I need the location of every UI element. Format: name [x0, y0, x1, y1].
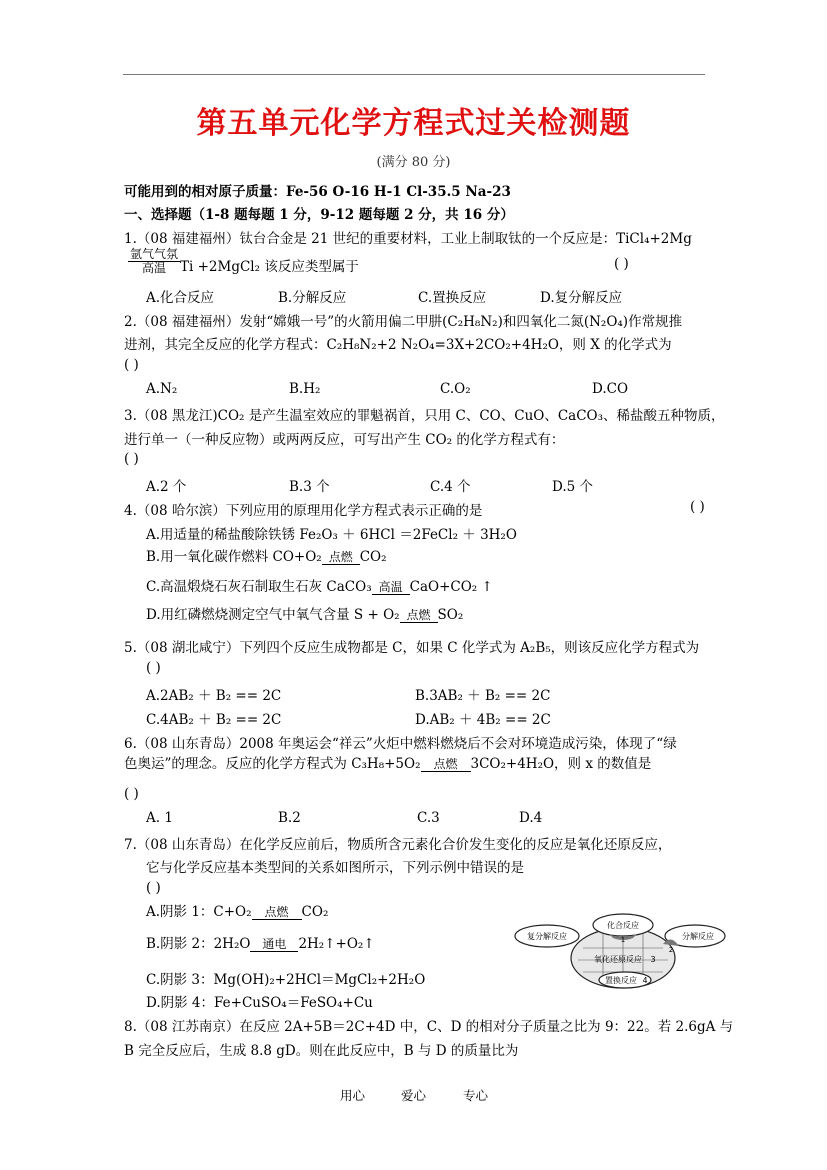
q4-option-d: D.用红磷燃烧测定空气中氧气含量 S + O₂ 点燃 SO₂	[146, 607, 464, 623]
q3-answer-paren: ( )	[124, 451, 139, 467]
q1-option-d: D.复分解反应	[540, 290, 623, 306]
q4-line1: 4.（08 哈尔滨）下列应用的原理用化学方程式表示正确的是	[124, 503, 483, 519]
q7-option-a: A.阴影 1：C+O₂ 点燃 CO₂	[146, 904, 329, 920]
diagram-number-1: 1	[620, 936, 626, 944]
q3-line2: 进行单一（一种反应物）或两两反应，可写出产生 CO₂ 的化学方程式有：	[124, 432, 565, 448]
footer-text-2: 爱心	[401, 1088, 427, 1103]
q3-option-a: A.2 个	[146, 479, 187, 495]
q8-line2: B 完全反应后，生成 8.8 gD。则在此反应中，B 与 D 的质量比为	[124, 1043, 519, 1059]
q8-line1: 8.（08 江苏南京）在反应 2A+5B＝2C+4D 中，C、D 的相对分子质量之比为 9：22。若 2.6gA 与	[124, 1019, 734, 1035]
q5-option-c: C.4AB₂ ＋ B₂ == 2C	[146, 712, 282, 728]
q4-option-c: C.高温煅烧石灰石制取生石灰 CaCO₃ 高温 CaO+CO₂ ↑	[146, 579, 493, 595]
q4-option-b: B.用一氧化碳作燃料 CO+O₂ 点燃 CO₂	[146, 549, 387, 565]
footer-text-3: 专心	[463, 1088, 489, 1103]
q2-answer-paren: ( )	[124, 357, 139, 373]
q2-option-d: D.CO	[592, 381, 629, 397]
q3-option-c: C.4 个	[430, 479, 471, 495]
q1-line1: 1.（08 福建福州）钛台合金是 21 世纪的重要材料，工业上制取钛的一个反应是：TiCl₄+2Mg	[124, 231, 692, 247]
q6-option-a: A. 1	[146, 810, 173, 826]
q3-line1: 3.（08 黑龙江)CO₂ 是产生温室效应的罪魁祸首，只用 C、CO、CuO、CaCO₃、稀盐酸五种物质，	[124, 408, 725, 424]
q1-line2: 氩气气氛 高温 Ti +2MgCl₂ 该反应类型属于	[129, 247, 359, 275]
subtitle: (满分 80 分)	[376, 155, 451, 170]
page-title: 第五单元化学方程式过关检测题	[196, 106, 631, 141]
q6-answer-paren: ( )	[124, 786, 139, 802]
diagram-number-3: 3	[650, 955, 656, 964]
q6-line2: 色奥运”的理念。反应的化学方程式为 C₃H₈+5O₂ 点燃 3CO₂+4H₂O，则 x 的数值是	[124, 756, 652, 772]
atomic-masses: 可能用到的相对原子质量：Fe-56 O-16 H-1 Cl-35.5 Na-23	[124, 184, 511, 200]
diagram-number-4: 4	[642, 976, 648, 985]
q6-option-d: D.4	[519, 810, 543, 826]
diagram-label-bottom: 置换反应	[605, 976, 637, 985]
q5-answer-paren: ( )	[146, 660, 161, 676]
q1-option-c: C.置换反应	[418, 290, 487, 306]
q4-answer-paren: ( )	[690, 499, 705, 515]
footer-text-1: 用心	[340, 1088, 366, 1103]
diagram-label-right: 分解反应	[682, 932, 714, 941]
q2-option-c: C.O₂	[440, 381, 471, 397]
q6-option-b: B.2	[278, 810, 301, 826]
q5-option-a: A.2AB₂ ＋ B₂ == 2C	[146, 688, 282, 704]
header-rule	[123, 74, 705, 75]
q3-option-b: B.3 个	[289, 479, 330, 495]
diagram-label-top: 化合反应	[607, 921, 639, 930]
q2-line2: 进剂，其完全反应的化学方程式：C₂H₈N₂+2 N₂O₄=3X+2CO₂+4H₂O，则 X 的化学式为	[124, 337, 672, 353]
q6-option-c: C.3	[417, 810, 440, 826]
q5-option-d: D.AB₂ ＋ 4B₂ == 2C	[415, 712, 551, 728]
q3-option-d: D.5 个	[552, 479, 594, 495]
q7-answer-paren: ( )	[146, 880, 161, 896]
section-heading: 一、选择题（1-8 题每题 1 分，9-12 题每题 2 分，共 16 分）	[124, 207, 514, 223]
q7-option-b: B.阴影 2：2H₂O 通电 2H₂↑+O₂↑	[146, 936, 375, 952]
q2-option-b: B.H₂	[289, 381, 321, 397]
q5-option-b: B.3AB₂ ＋ B₂ == 2C	[415, 688, 551, 704]
q2-line1: 2.（08 福建福州）发射“嫦娥一号”的火箭用偏二甲肼(C₂H₈N₂)和四氧化二氮(N₂O₄)作常规推	[124, 314, 683, 330]
q7-option-d: D.阴影 4：Fe+CuSO₄＝FeSO₄+Cu	[146, 995, 373, 1011]
q7-line1: 7.（08 山东青岛）在化学反应前后，物质所含元素化合价发生变化的反应是氧化还原反应，	[124, 837, 672, 853]
q1-option-a: A.化合反应	[146, 290, 215, 306]
q4-option-a: A.用适量的稀盐酸除铁锈 Fe₂O₃ ＋ 6HCl ＝2FeCl₂ ＋ 3H₂O	[146, 527, 517, 543]
reaction-type-diagram	[513, 908, 728, 996]
q5-line1: 5.（08 湖北咸宁）下列四个反应生成物都是 C，如果 C 化学式为 A₂B₅，则该反应化学方程式为	[124, 640, 700, 656]
q7-option-c: C.阴影 3：Mg(OH)₂+2HCl＝MgCl₂+2H₂O	[146, 972, 426, 988]
q7-line2: 它与化学反应基本类型间的关系如图所示，下列示例中错误的是	[146, 860, 524, 876]
q1-option-b: B.分解反应	[278, 290, 347, 306]
q2-option-a: A.N₂	[146, 381, 178, 397]
diagram-label-left: 复分解反应	[527, 932, 567, 941]
q6-line1: 6.（08 山东青岛）2008 年奥运会“祥云”火炬中燃料燃烧后不会对环境造成污染，体现了“绿	[124, 736, 677, 752]
diagram-label-center: 氧化还原反应	[594, 955, 642, 964]
q1-reaction-arrow: 氩气气氛 高温	[129, 247, 178, 275]
diagram-number-2: 2	[668, 946, 674, 954]
q1-answer-paren: ( )	[614, 256, 629, 272]
